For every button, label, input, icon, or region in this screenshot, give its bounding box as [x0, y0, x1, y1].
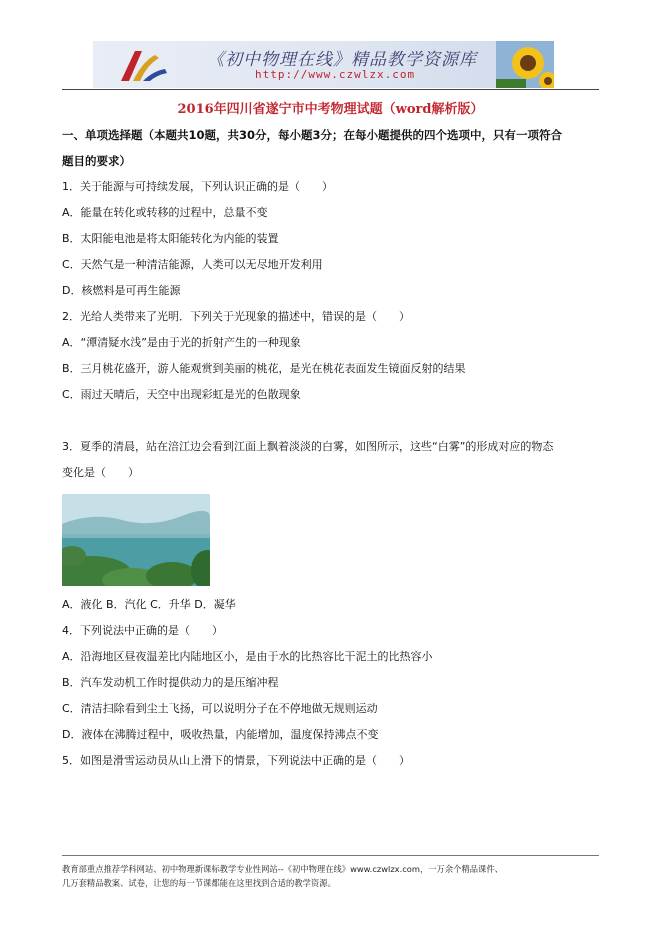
q4-option-c: C．清洁扫除看到尘土飞扬，可以说明分子在不停地做无规则运动	[62, 702, 378, 715]
sunflower-image	[496, 41, 554, 88]
q1-option-b: B．太阳能电池是将太阳能转化为内能的装置	[62, 232, 279, 245]
header-banner	[93, 41, 554, 88]
header-rule	[62, 89, 599, 90]
document-title: 2016年四川省遂宁市中考物理试题（word解析版）	[177, 102, 484, 117]
q4-option-d: D．液体在沸腾过程中，吸收热量，内能增加，温度保持沸点不变	[62, 728, 379, 741]
footer-line1: 教育部重点推荐学科网站、初中物理新课标教学专业性网站--《初中物理在线》www.czwlzx.com，一万余个精品课件、	[62, 864, 503, 874]
q2-option-c: C．雨过天晴后，天空中出现彩虹是光的色散现象	[62, 388, 301, 401]
section-heading-line2: 题目的要求）	[62, 154, 131, 168]
q3-stem-line2: 变化是（ ）	[62, 466, 139, 479]
q5-stem: 5．如图是滑雪运动员从山上滑下的情景，下列说法中正确的是（ ）	[62, 754, 410, 767]
river-mist-photo	[62, 494, 210, 586]
q4-option-b: B．汽车发动机工作时提供动力的是压缩冲程	[62, 676, 279, 689]
site-logo	[115, 45, 171, 85]
banner-url[interactable]: http://www.czwlzx.com	[255, 68, 416, 81]
q1-stem: 1．关于能源与可持续发展，下列认识正确的是（ ）	[62, 180, 333, 193]
q2-option-b: B．三月桃花盛开，游人能观赏到美丽的桃花，是光在桃花表面发生镜面反射的结果	[62, 362, 466, 375]
q2-stem: 2．光给人类带来了光明．下列关于光现象的描述中，错误的是（ ）	[62, 310, 410, 323]
q1-option-d: D．核燃料是可再生能源	[62, 284, 181, 297]
q2-option-a: A．“潭清疑水浅”是由于光的折射产生的一种现象	[62, 336, 301, 349]
footer-line2: 几万套精品教案、试卷，让您的每一节课都能在这里找到合适的教学资源。	[62, 878, 336, 888]
q4-option-a: A．沿海地区昼夜温差比内陆地区小，是由于水的比热容比干泥土的比热容小	[62, 650, 433, 663]
q3-options: A．液化 B．汽化 C．升华 D．凝华	[62, 598, 236, 611]
q1-option-a: A．能量在转化或转移的过程中，总量不变	[62, 206, 268, 219]
q3-stem-line1: 3．夏季的清晨，站在涪江边会看到江面上飘着淡淡的白雾，如图所示，这些“白雾”的形成对应的物态	[62, 440, 554, 453]
footer-rule	[62, 855, 599, 856]
section-heading-line1: 一、单项选择题（本题共10题，共30分，每小题3分；在每小题提供的四个选项中，只有一项符合	[62, 128, 563, 142]
banner-title: 《初中物理在线》精品教学资源库	[207, 50, 477, 70]
q4-stem: 4．下列说法中正确的是（ ）	[62, 624, 223, 637]
q1-option-c: C．天然气是一种清洁能源，人类可以无尽地开发利用	[62, 258, 323, 271]
